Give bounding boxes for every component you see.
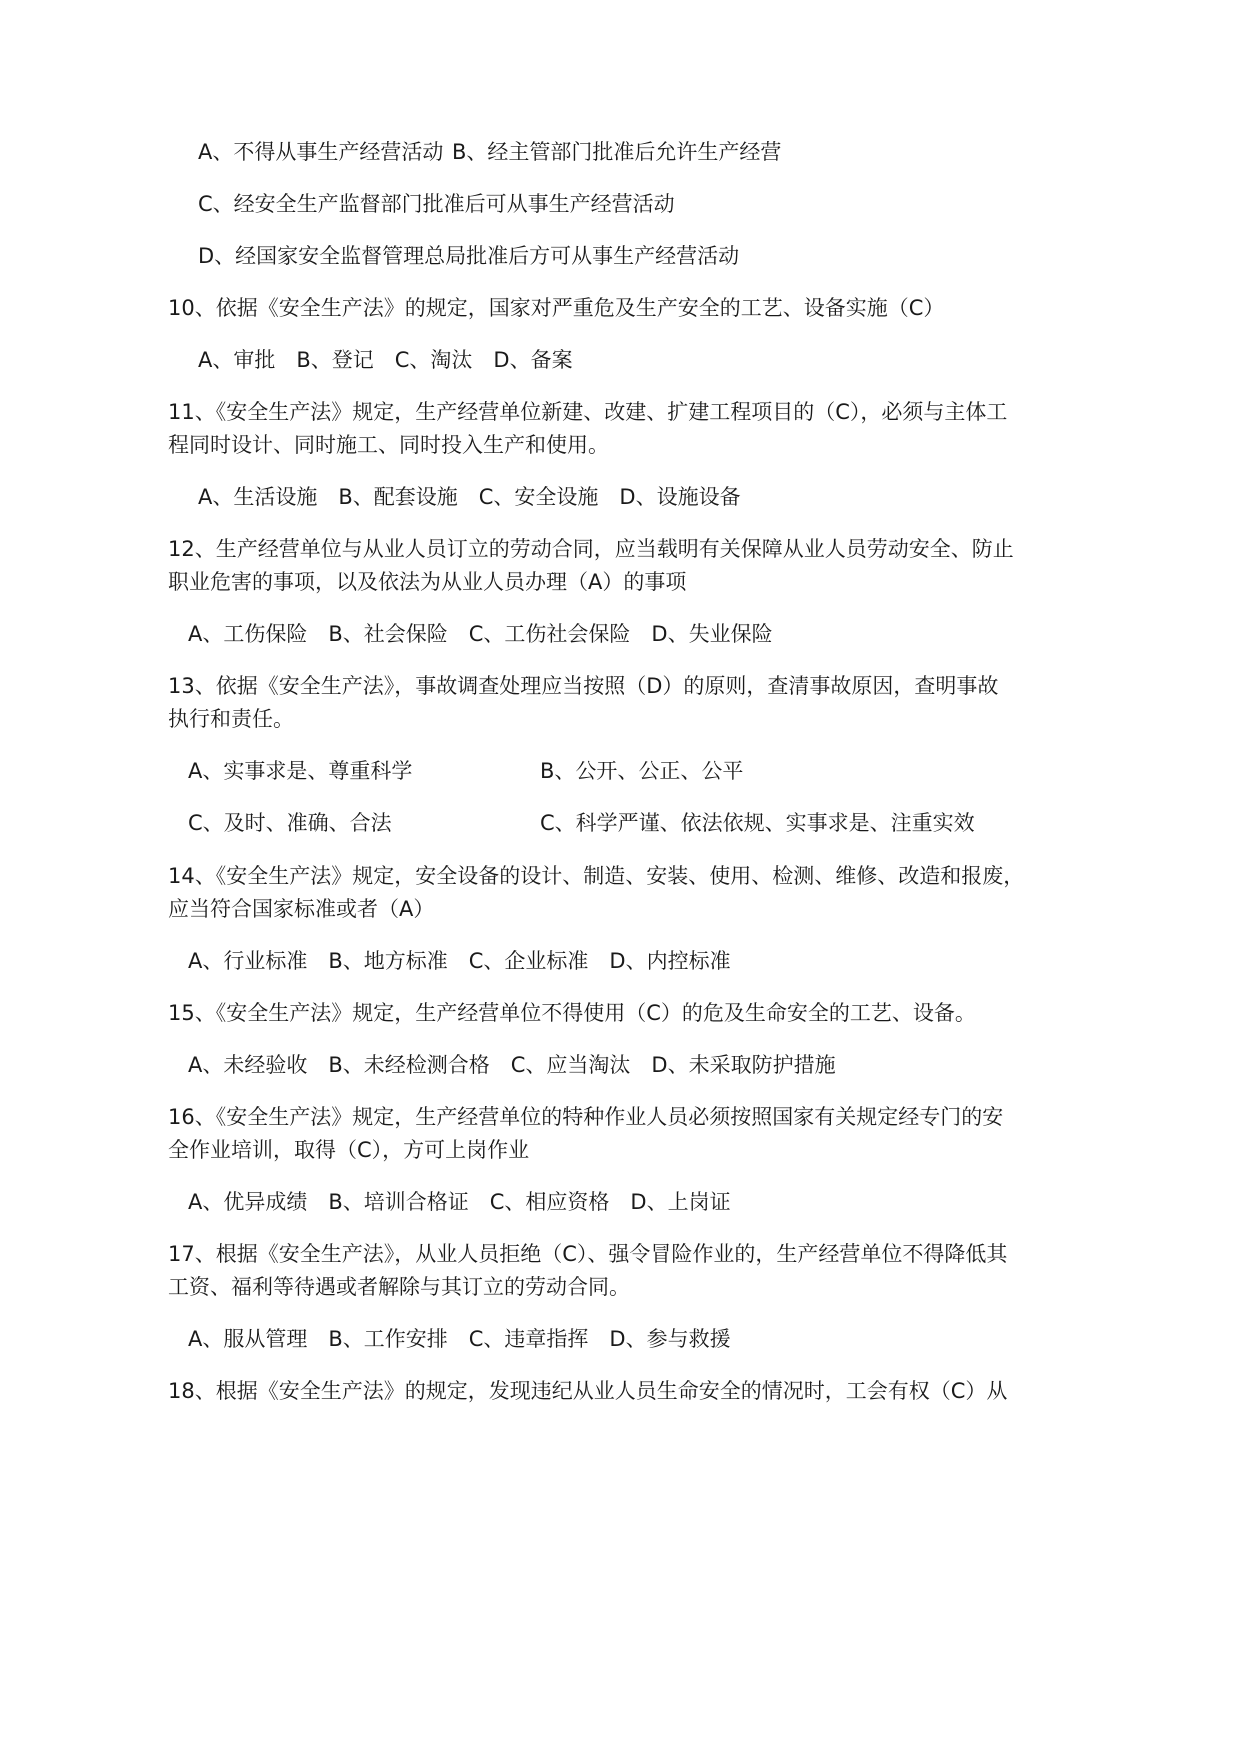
option-line: C、经安全生产监督部门批准后可从事生产经营活动 <box>198 192 675 216</box>
option-line <box>452 137 781 167</box>
question-text: 18、根据《安全生产法》的规定，发现违纪从业人员生命安全的情况时，工会有权（C）从 <box>168 1379 1008 1403</box>
question-text: 程同时设计、同时施工、同时投入生产和使用。 <box>168 433 609 457</box>
option-a: A、不得从事生产经营活动 <box>198 140 444 164</box>
question-text: 10、依据《安全生产法》的规定，国家对严重危及生产安全的工艺、设备实施（C） <box>168 296 945 320</box>
question-text: 应当符合国家标准或者（A） <box>168 897 435 921</box>
option-b: B、经主管部门批准后允许生产经营 <box>452 140 782 164</box>
question-text: 15、《安全生产法》规定，生产经营单位不得使用（C）的危及生命安全的工艺、设备。 <box>168 1001 976 1025</box>
option-line: A、工伤保险 B、社会保险 C、工伤社会保险 D、失业保险 <box>188 622 773 646</box>
option-a: A、实事求是、尊重科学 <box>188 759 413 783</box>
question-text: 工资、福利等待遇或者解除与其订立的劳动合同。 <box>168 1275 630 1299</box>
question-text: 执行和责任。 <box>168 707 294 731</box>
option-c: C、及时、准确、合法 <box>188 811 392 835</box>
question-text: 全作业培训，取得（C），方可上岗作业 <box>168 1138 530 1162</box>
question-text: 13、依据《安全生产法》，事故调查处理应当按照（D）的原则，查清事故原因，查明事故 <box>168 674 999 698</box>
question-text: 职业危害的事项，以及依法为从业人员办理（A）的事项 <box>168 570 687 594</box>
option-line <box>198 137 443 167</box>
option-line: A、审批 B、登记 C、淘汰 D、备案 <box>198 348 573 372</box>
option-d: C、科学严谨、依法依规、实事求是、注重实效 <box>540 811 975 835</box>
option-line: A、未经验收 B、未经检测合格 C、应当淘汰 D、未采取防护措施 <box>188 1053 836 1077</box>
option-b: B、公开、公正、公平 <box>540 759 744 783</box>
question-text: 16、《安全生产法》规定，生产经营单位的特种作业人员必须按照国家有关规定经专门的安 <box>168 1105 1004 1129</box>
option-line: A、优异成绩 B、培训合格证 C、相应资格 D、上岗证 <box>188 1190 731 1214</box>
option-line: D、经国家安全监督管理总局批准后方可从事生产经营活动 <box>198 244 740 268</box>
option-line: A、服从管理 B、工作安排 C、违章指挥 D、参与救援 <box>188 1327 731 1351</box>
question-text: 14、《安全生产法》规定，安全设备的设计、制造、安装、使用、检测、维修、改造和报废， <box>168 864 1025 888</box>
option-line: A、生活设施 B、配套设施 C、安全设施 D、设施设备 <box>198 485 741 509</box>
question-text: 17、根据《安全生产法》，从业人员拒绝（C）、强令冒险作业的，生产经营单位不得降低其 <box>168 1242 1008 1266</box>
question-text: 11、《安全生产法》规定，生产经营单位新建、改建、扩建工程项目的（C），必须与主体工 <box>168 400 1008 424</box>
option-line: A、行业标准 B、地方标准 C、企业标准 D、内控标准 <box>188 949 731 973</box>
question-text: 12、生产经营单位与从业人员订立的劳动合同，应当载明有关保障从业人员劳动安全、防止 <box>168 537 1014 561</box>
